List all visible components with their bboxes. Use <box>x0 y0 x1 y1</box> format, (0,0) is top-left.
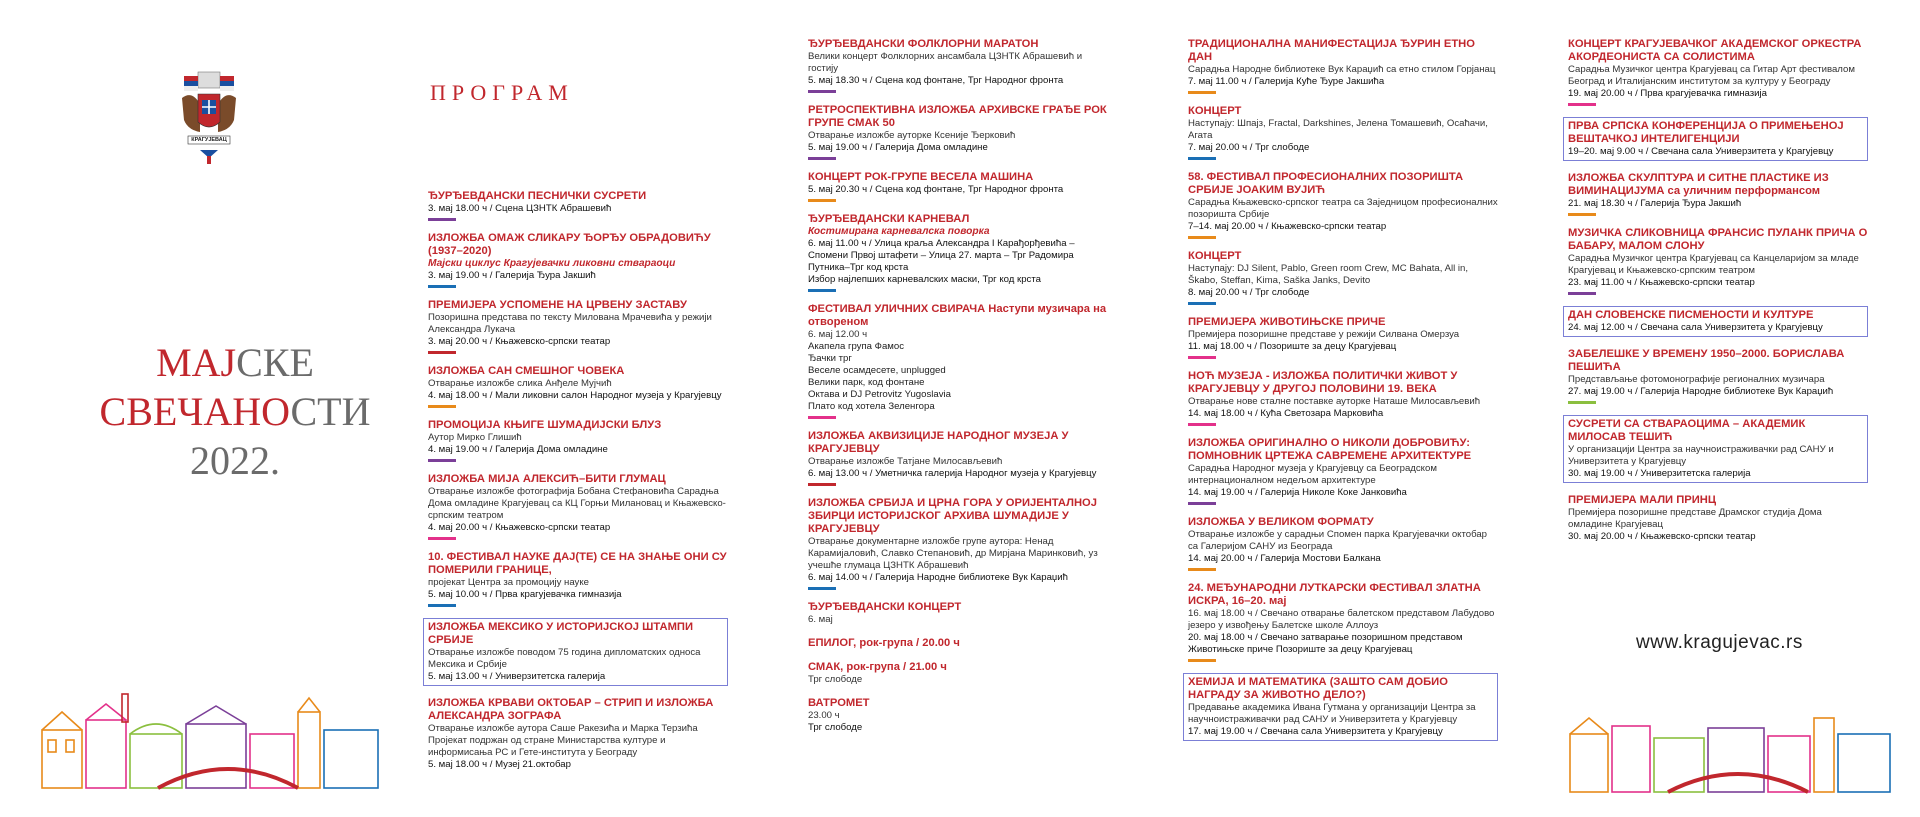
event-item <box>808 497 1108 590</box>
event-title: ПРОМОЦИЈА КЊИГЕ ШУМАДИЈСКИ БЛУЗ <box>428 419 662 431</box>
event-item <box>1188 516 1498 571</box>
event-datetime: 19. мај 20.00 ч / Прва крагујевачка гимназија <box>1568 88 1767 99</box>
event-description: Отварање изложбе поводом 75 година дипломатских односа Мексика и Србије <box>428 647 701 670</box>
event-title: ТРАДИЦИОНАЛНА МАНИФЕСТАЦИЈА ЂУРИН ЕТНО ДАН <box>1188 38 1475 63</box>
event-description: Предавање академика Ивана Гутмана у организацији Центра за научноистраживачки рад САНУ и Универзитета у Крагујевцу <box>1188 702 1476 725</box>
event-description: Отварање изложбе Татјане Милосављевић <box>808 456 1003 467</box>
event-item <box>808 661 1108 686</box>
event-datetime: 3. мај 19.00 ч / Галерија Ђура Јакшић <box>428 270 596 281</box>
event-datetime: 24. мај 12.00 ч / Свечана сала Универзитета у Крагујевцу <box>1568 322 1823 333</box>
event-item <box>808 637 1108 650</box>
event-title: НОЋ МУЗЕЈА - ИЗЛОЖБА ПОЛИТИЧКИ ЖИВОТ У КРАГУЈЕВЦУ У ДРУГОЈ ПОЛОВИНИ 19. ВЕКА <box>1188 370 1458 395</box>
event-datetime: 14. мај 19.00 ч / Галерија Николе Коке Јанковића <box>1188 487 1407 498</box>
event-item <box>1568 172 1868 216</box>
event-title: ИЗЛОЖБА ОРИГИНАЛНО О НИКОЛИ ДОБРОВИЋУ: ПОМНОВНИК ЦРТЕЖА САВРЕМЕНЕ АРХИТЕКТУРЕ <box>1188 437 1472 462</box>
color-divider <box>1188 568 1216 571</box>
event-datetime: 5. мај 19.00 ч / Галерија Дома омладине <box>808 142 988 153</box>
event-item <box>428 697 728 771</box>
event-item <box>808 104 1108 160</box>
color-divider <box>808 416 836 419</box>
event-item <box>423 618 728 686</box>
color-divider <box>428 604 456 607</box>
event-description: 23.00 ч <box>808 710 840 721</box>
title-line2-red: СВЕЧАНО <box>99 389 291 434</box>
color-divider <box>808 587 836 590</box>
color-divider <box>1568 292 1596 295</box>
event-description: Сарадња Народне библиотеке Вук Караџић са етно стилом Горјанац <box>1188 64 1496 75</box>
event-datetime: 17. мај 19.00 ч / Свечана сала Универзитета у Крагујевцу <box>1188 726 1443 737</box>
event-title: ПРВА СРПСКА КОНФЕРЕНЦИЈА О ПРИМЕЊЕНОЈ ВЕШТАЧКОЈ ИНТЕЛИГЕНЦИЈИ <box>1568 120 1844 145</box>
color-divider <box>428 459 456 462</box>
event-datetime: 3. мај 18.00 ч / Сцена ЦЗНТК Абрашевић <box>428 203 612 214</box>
event-title: ЗАБЕЛЕШКЕ У ВРЕМЕНУ 1950–2000. БОРИСЛАВА ПЕШИЋА <box>1568 348 1845 373</box>
event-subtitle: Костимирана карневалска поворка <box>808 226 990 237</box>
website-link[interactable]: www.kragujevac.rs <box>1636 632 1803 653</box>
event-description: Аутор Мирко Глишић <box>428 432 522 443</box>
event-title: ЂУРЂЕВДАНСКИ КОНЦЕРТ <box>808 601 962 613</box>
event-title: ЂУРЂЕВДАНСКИ ПЕСНИЧКИ СУСРЕТИ <box>428 190 647 202</box>
event-datetime: 21. мај 18.30 ч / Галерија Ђура Јакшић <box>1568 198 1742 209</box>
event-datetime: 11. мај 18.00 ч / Позориште за децу Крагујевац <box>1188 341 1397 352</box>
event-datetime: 19–20. мај 9.00 ч / Свечана сала Универзитета у Крагујевцу <box>1568 146 1834 157</box>
event-datetime: 7–14. мај 20.00 ч / Књажевско-српски театар <box>1188 221 1387 232</box>
event-item <box>428 473 728 540</box>
event-title: ИЗЛОЖБА МИЈА АЛЕКСИЋ–БИТИ ГЛУМАЦ <box>428 473 666 485</box>
event-description: Трг слободе <box>808 674 863 685</box>
event-title: ИЗЛОЖБА У ВЕЛИКОМ ФОРМАТУ <box>1188 516 1374 528</box>
event-description: пројекат Центра за промоцију науке <box>428 577 589 588</box>
event-title: МУЗИЧКА СЛИКОВНИЦА ФРАНСИС ПУЛАНК ПРИЧА О БАБАРУ, МАЛОМ СЛОНУ <box>1568 227 1868 252</box>
event-item <box>1563 415 1868 483</box>
event-title: 10. ФЕСТИВАЛ НАУКЕ ДАЈ(ТЕ) СЕ НА ЗНАЊЕ ОНИ СУ ПОМЕРИЛИ ГРАНИЦЕ, <box>428 551 727 576</box>
event-title: ПРЕМИЈЕРА УСПОМЕНЕ НА ЦРВЕНУ ЗАСТАВУ <box>428 299 687 311</box>
event-item <box>1188 250 1498 305</box>
event-title: ИЗЛОЖБА СКУЛПТУРА И СИТНЕ ПЛАСТИКЕ ИЗ ВИМИНАЦИЈУМА са уличним перформансом <box>1568 172 1829 197</box>
event-description: Велики концерт Фолклорних ансамбала ЦЗНТК Абрашевић и гостију <box>808 51 1083 74</box>
event-datetime: 5. мај 20.30 ч / Сцена код фонтане, Трг Народног фронта <box>808 184 1064 195</box>
color-divider <box>1568 213 1596 216</box>
event-title: ЂУРЂЕВДАНСКИ КАРНЕВАЛ <box>808 213 970 225</box>
event-extra: Избор најлепших карневалских маски, Трг код крста <box>808 274 1041 285</box>
color-divider <box>1568 401 1596 404</box>
event-line: Октава и DJ Petrovitz Yugoslavia <box>808 389 952 400</box>
color-divider <box>808 90 836 93</box>
festival-title <box>60 338 410 485</box>
event-datetime: 8. мај 20.00 ч / Трг слободе <box>1188 287 1310 298</box>
program-heading: ПРОГРАМ <box>430 80 574 105</box>
color-divider <box>1568 103 1596 106</box>
event-description: Сарадња Музичког центра Крагујевац са Гитар Арт фестивалом Београд и Италијанским институтом за културу у Београду <box>1568 64 1855 87</box>
event-datetime: 4. мај 18.00 ч / Мали ликовни салон Народног музеја у Крагујевцу <box>428 390 722 401</box>
event-item <box>1563 306 1868 337</box>
event-description: Отварање нове сталне поставке ауторке Наташе Милосављевић <box>1188 396 1481 407</box>
event-description: Сарадња Народног музеја у Крагујевцу са Београдском интернационалном недељом архитектуре <box>1188 463 1437 486</box>
city-skyline-illustration <box>38 690 383 792</box>
event-description: Премијера позоришне представе Драмског студија Дома омладине Крагујевац <box>1568 507 1822 530</box>
event-title: ИЗЛОЖБА АКВИЗИЦИЈЕ НАРОДНОГ МУЗЕЈА У КРАГУЈЕВЦУ <box>808 430 1069 455</box>
event-description: Отварање изложбе фотографија Бобана Стефановића Сарадња Дома омладине Крагујевац са КЦ Горњи Милановац и Књажевско-српским театром <box>428 486 726 521</box>
event-datetime: 7. мај 11.00 ч / Галерија Куће Ђуре Јакшића <box>1188 76 1385 87</box>
color-divider <box>428 405 456 408</box>
event-title: ФЕСТИВАЛ УЛИЧНИХ СВИРАЧА Наступи музичара на отвореном <box>808 303 1107 328</box>
event-title: ХЕМИЈА И МАТЕМАТИКА (ЗАШТО САМ ДОБИО НАГРАДУ ЗА ЖИВОТНО ДЕЛО?) <box>1188 676 1448 701</box>
event-title: ИЗЛОЖБА МЕКСИКО У ИСТОРИЈСКОЈ ШТАМПИ СРБИЈЕ <box>428 621 693 646</box>
title-line2-grey: СТИ <box>290 389 371 434</box>
event-title: КОНЦЕРТ <box>1188 105 1242 117</box>
event-title: ДАН СЛОВЕНСКЕ ПИСМЕНОСТИ И КУЛТУРЕ <box>1568 309 1814 321</box>
color-divider <box>808 199 836 202</box>
event-item <box>428 190 728 221</box>
color-divider <box>428 537 456 540</box>
event-title: КОНЦЕРТ КРАГУЈЕВАЧКОГ АКАДЕМСКОГ ОРКЕСТРА АКОРДЕОНИСТА СА СОЛИСТИМА <box>1568 38 1862 63</box>
event-description: 6. мај <box>808 614 833 625</box>
event-datetime: 5. мај 18.30 ч / Сцена код фонтане, Трг Народног фронта <box>808 75 1064 86</box>
event-description: Позоришна представа по тексту Милована Мрачевића у режији Александра Лукача <box>428 312 712 335</box>
event-line: Велики парк, код фонтане <box>808 377 925 388</box>
event-item <box>428 419 728 462</box>
event-datetime: Трг слободе <box>808 722 863 733</box>
event-title: ИЗЛОЖБА СРБИЈА И ЦРНА ГОРА У ОРИЈЕНТАЛНОЈ ЗБИРЦИ ИСТОРИЈСКОГ АРХИВА ШУМАДИЈЕ У КРАГУЈЕВЦУ <box>808 497 1097 535</box>
event-item <box>428 551 728 607</box>
event-title: ВАТРОМЕТ <box>808 697 870 709</box>
event-title: 24. МЕЂУНАРОДНИ ЛУТКАРСКИ ФЕСТИВАЛ ЗЛАТНА ИСКРА, 16–20. мај <box>1188 582 1481 607</box>
event-description: Представљање фотомонографије регионалних музичара <box>1568 374 1825 385</box>
event-item <box>808 38 1108 93</box>
event-title: 58. ФЕСТИВАЛ ПРОФЕСИОНАЛНИХ ПОЗОРИШТА СРБИЈЕ ЈОАКИМ ВУЈИЋ <box>1188 171 1464 196</box>
color-divider <box>1188 91 1216 94</box>
event-line: Веселе осамдесете, unplugged <box>808 365 946 376</box>
event-title: ПРЕМИЈЕРА ЖИВОТИЊСКЕ ПРИЧЕ <box>1188 316 1386 328</box>
event-description: 6. мај 12.00 ч <box>808 329 868 340</box>
program-column-3 <box>1188 38 1498 752</box>
event-datetime: 30. мај 19.00 ч / Универзитетска галерија <box>1568 468 1751 479</box>
event-item <box>1563 117 1868 161</box>
event-description: Отварање изложбе слика Анђеле Мујчић <box>428 378 612 389</box>
event-datetime: 14. мај 18.00 ч / Кућа Светозара Марковића <box>1188 408 1384 419</box>
event-datetime: 3. мај 20.00 ч / Књажевско-српски театар <box>428 336 611 347</box>
event-item <box>808 430 1108 486</box>
program-column-2 <box>808 38 1108 745</box>
color-divider <box>1188 423 1216 426</box>
color-divider <box>808 289 836 292</box>
event-description: Отварање документарне изложбе групе аутора: Ненад Карамијаловић, Славко Степановић, др Мирјана Маринковић, уз учешће глумаца ЦЗНТК Абрашевић <box>808 536 1098 571</box>
event-datetime: 4. мај 19.00 ч / Галерија Дома омладине <box>428 444 608 455</box>
event-title: ПРЕМИЈЕРА МАЛИ ПРИНЦ <box>1568 494 1717 506</box>
event-datetime: 4. мај 20.00 ч / Књажевско-српски театар <box>428 522 611 533</box>
event-datetime: 5. мај 13.00 ч / Универзитетска галерија <box>428 671 606 682</box>
event-title: СМАК, рок-група / 21.00 ч <box>808 661 947 673</box>
event-datetime: 6. мај 14.00 ч / Галерија Народне библиотеке Вук Караџић <box>808 572 1068 583</box>
event-item <box>808 213 1108 292</box>
event-item <box>1188 370 1498 426</box>
title-year: 2022. <box>190 438 280 483</box>
event-title: ЂУРЂЕВДАНСКИ ФОЛКЛОРНИ МАРАТОН <box>808 38 1039 50</box>
crest-label: КРАГУЈЕВАЦ <box>191 137 227 143</box>
color-divider <box>1188 236 1216 239</box>
color-divider <box>1188 502 1216 505</box>
event-title: КОНЦЕРТ <box>1188 250 1242 262</box>
event-item <box>1188 582 1498 662</box>
event-datetime: 27. мај 19.00 ч / Галерија Народне библиотеке Вук Караџић <box>1568 386 1834 397</box>
event-item <box>808 303 1108 419</box>
event-description: Отварање изложбе ауторке Ксеније Ђерковић <box>808 130 1016 141</box>
event-item <box>808 601 1108 626</box>
event-title: ИЗЛОЖБА КРВАВИ ОКТОБАР – СТРИП И ИЗЛОЖБА АЛЕКСАНДРА ЗОГРАФА <box>428 697 714 722</box>
color-divider <box>808 157 836 160</box>
event-datetime: 5. мај 10.00 ч / Прва крагујевачка гимназија <box>428 589 622 600</box>
event-line: Плато код хотела Зеленгора <box>808 401 935 412</box>
title-line1-red: МАЈ <box>156 340 237 385</box>
event-description: 16. мај 18.00 ч / Свечано отварање балетском представом Лабудово језеро у извођењу Балетске школе Аллоуз <box>1188 608 1495 631</box>
event-description: Отварање изложбе аутора Саше Ракезића и Марка Терзића Пројекат подржан од стране Министарства културе и информисања РС и Гете-института у Београду <box>428 723 698 758</box>
event-subtitle: Мајски циклус Крагујевачки ликовни ствараоци <box>428 258 676 269</box>
event-description: Сарадња Књажевско-српског театра са Заједницом професионалних позоришта Србије <box>1188 197 1498 220</box>
title-line1-grey: СКЕ <box>236 340 314 385</box>
color-divider <box>428 218 456 221</box>
event-line: Ђачки трг <box>808 353 852 364</box>
event-item <box>1568 348 1868 404</box>
event-item <box>1568 494 1868 543</box>
event-item <box>1188 316 1498 359</box>
color-divider <box>808 483 836 486</box>
program-column-4 <box>1568 38 1868 554</box>
event-item <box>1568 38 1868 106</box>
event-item <box>1188 437 1498 505</box>
event-datetime: 6. мај 13.00 ч / Уметничка галерија Народног музеја у Крагујевцу <box>808 468 1097 479</box>
event-item <box>808 171 1108 202</box>
event-datetime: 20. мај 18.00 ч / Свечано затварање позоришном представом Животињске приче Позориште за децу Крагујевац <box>1188 632 1463 655</box>
event-description: Премијера позоришне представе у режији Силвана Омерзуа <box>1188 329 1460 340</box>
event-description: У организацији Центра за научноистраживачки рад САНУ и Универзитета у Крагујевцу <box>1568 444 1834 467</box>
event-line: Акапела група Фамос <box>808 341 905 352</box>
event-description: Наступају: Шпајз, Fractal, Darkshines, Јелена Томашевић, Осаћачи, Агата <box>1188 118 1488 141</box>
event-title: КОНЦЕРТ РОК-ГРУПЕ ВЕСЕЛА МАШИНА <box>808 171 1034 183</box>
color-divider <box>1188 659 1216 662</box>
event-item <box>1568 227 1868 295</box>
event-datetime: 23. мај 11.00 ч / Књажевско-српски театар <box>1568 277 1755 288</box>
city-skyline-illustration-right <box>1568 700 1893 794</box>
event-title: ИЗЛОЖБА САН СМЕШНОГ ЧОВЕКА <box>428 365 625 377</box>
color-divider <box>1188 356 1216 359</box>
color-divider <box>1188 302 1216 305</box>
cover-panel <box>0 0 410 817</box>
program-column-1 <box>428 190 728 782</box>
event-item <box>1188 171 1498 239</box>
event-datetime: 6. мај 11.00 ч / Улица краља Александра I Карађорђевића –Спомени Првој штафети – Улица 27. марта – Трг Радомира Путника–Трг код крста <box>808 238 1075 273</box>
color-divider <box>1188 157 1216 160</box>
event-description: Отварање изложбе у сарадњи Спомен парка Крагујевачки октобар са Галеријом САНУ из Београда <box>1188 529 1488 552</box>
event-item <box>428 299 728 354</box>
event-item <box>808 697 1108 734</box>
event-datetime: 5. мај 18.00 ч / Музеј 21.октобар <box>428 759 571 770</box>
event-title: ЕПИЛОГ, рок-група / 20.00 ч <box>808 637 960 649</box>
event-datetime: 30. мај 20.00 ч / Књажевско-српски театар <box>1568 531 1756 542</box>
kragujevac-coat-of-arms-icon <box>178 70 240 166</box>
event-description: Наступају: DJ Silent, Pablo, Green room Crew, MC Bahata, All in, Škabo, Steffan, Kima, Saška Janks, Devito <box>1188 263 1469 286</box>
event-item <box>1188 105 1498 160</box>
event-title: ИЗЛОЖБА ОМАЖ СЛИКАРУ ЂОРЂУ ОБРАДОВИЋУ (1937–2020) <box>428 232 711 257</box>
event-item <box>1183 673 1498 741</box>
color-divider <box>428 285 456 288</box>
event-item <box>428 365 728 408</box>
event-item <box>428 232 728 288</box>
event-datetime: 14. мај 20.00 ч / Галерија Мостови Балкана <box>1188 553 1381 564</box>
event-item <box>1188 38 1498 94</box>
event-datetime: 7. мај 20.00 ч / Трг слободе <box>1188 142 1310 153</box>
event-description: Сарадња Музичког центра Крагујевац са Канцеларијом за младе Крагујевац и Књажевско-српским театром <box>1568 253 1859 276</box>
event-title: СУСРЕТИ СА СТВАРАОЦИМА – АКАДЕМИК МИЛОСАВ ТЕШИЋ <box>1568 418 1806 443</box>
event-title: РЕТРОСПЕКТИВНА ИЗЛОЖБА АРХИВСКЕ ГРАЂЕ РОК ГРУПЕ СМАК 50 <box>808 104 1107 129</box>
color-divider <box>428 351 456 354</box>
